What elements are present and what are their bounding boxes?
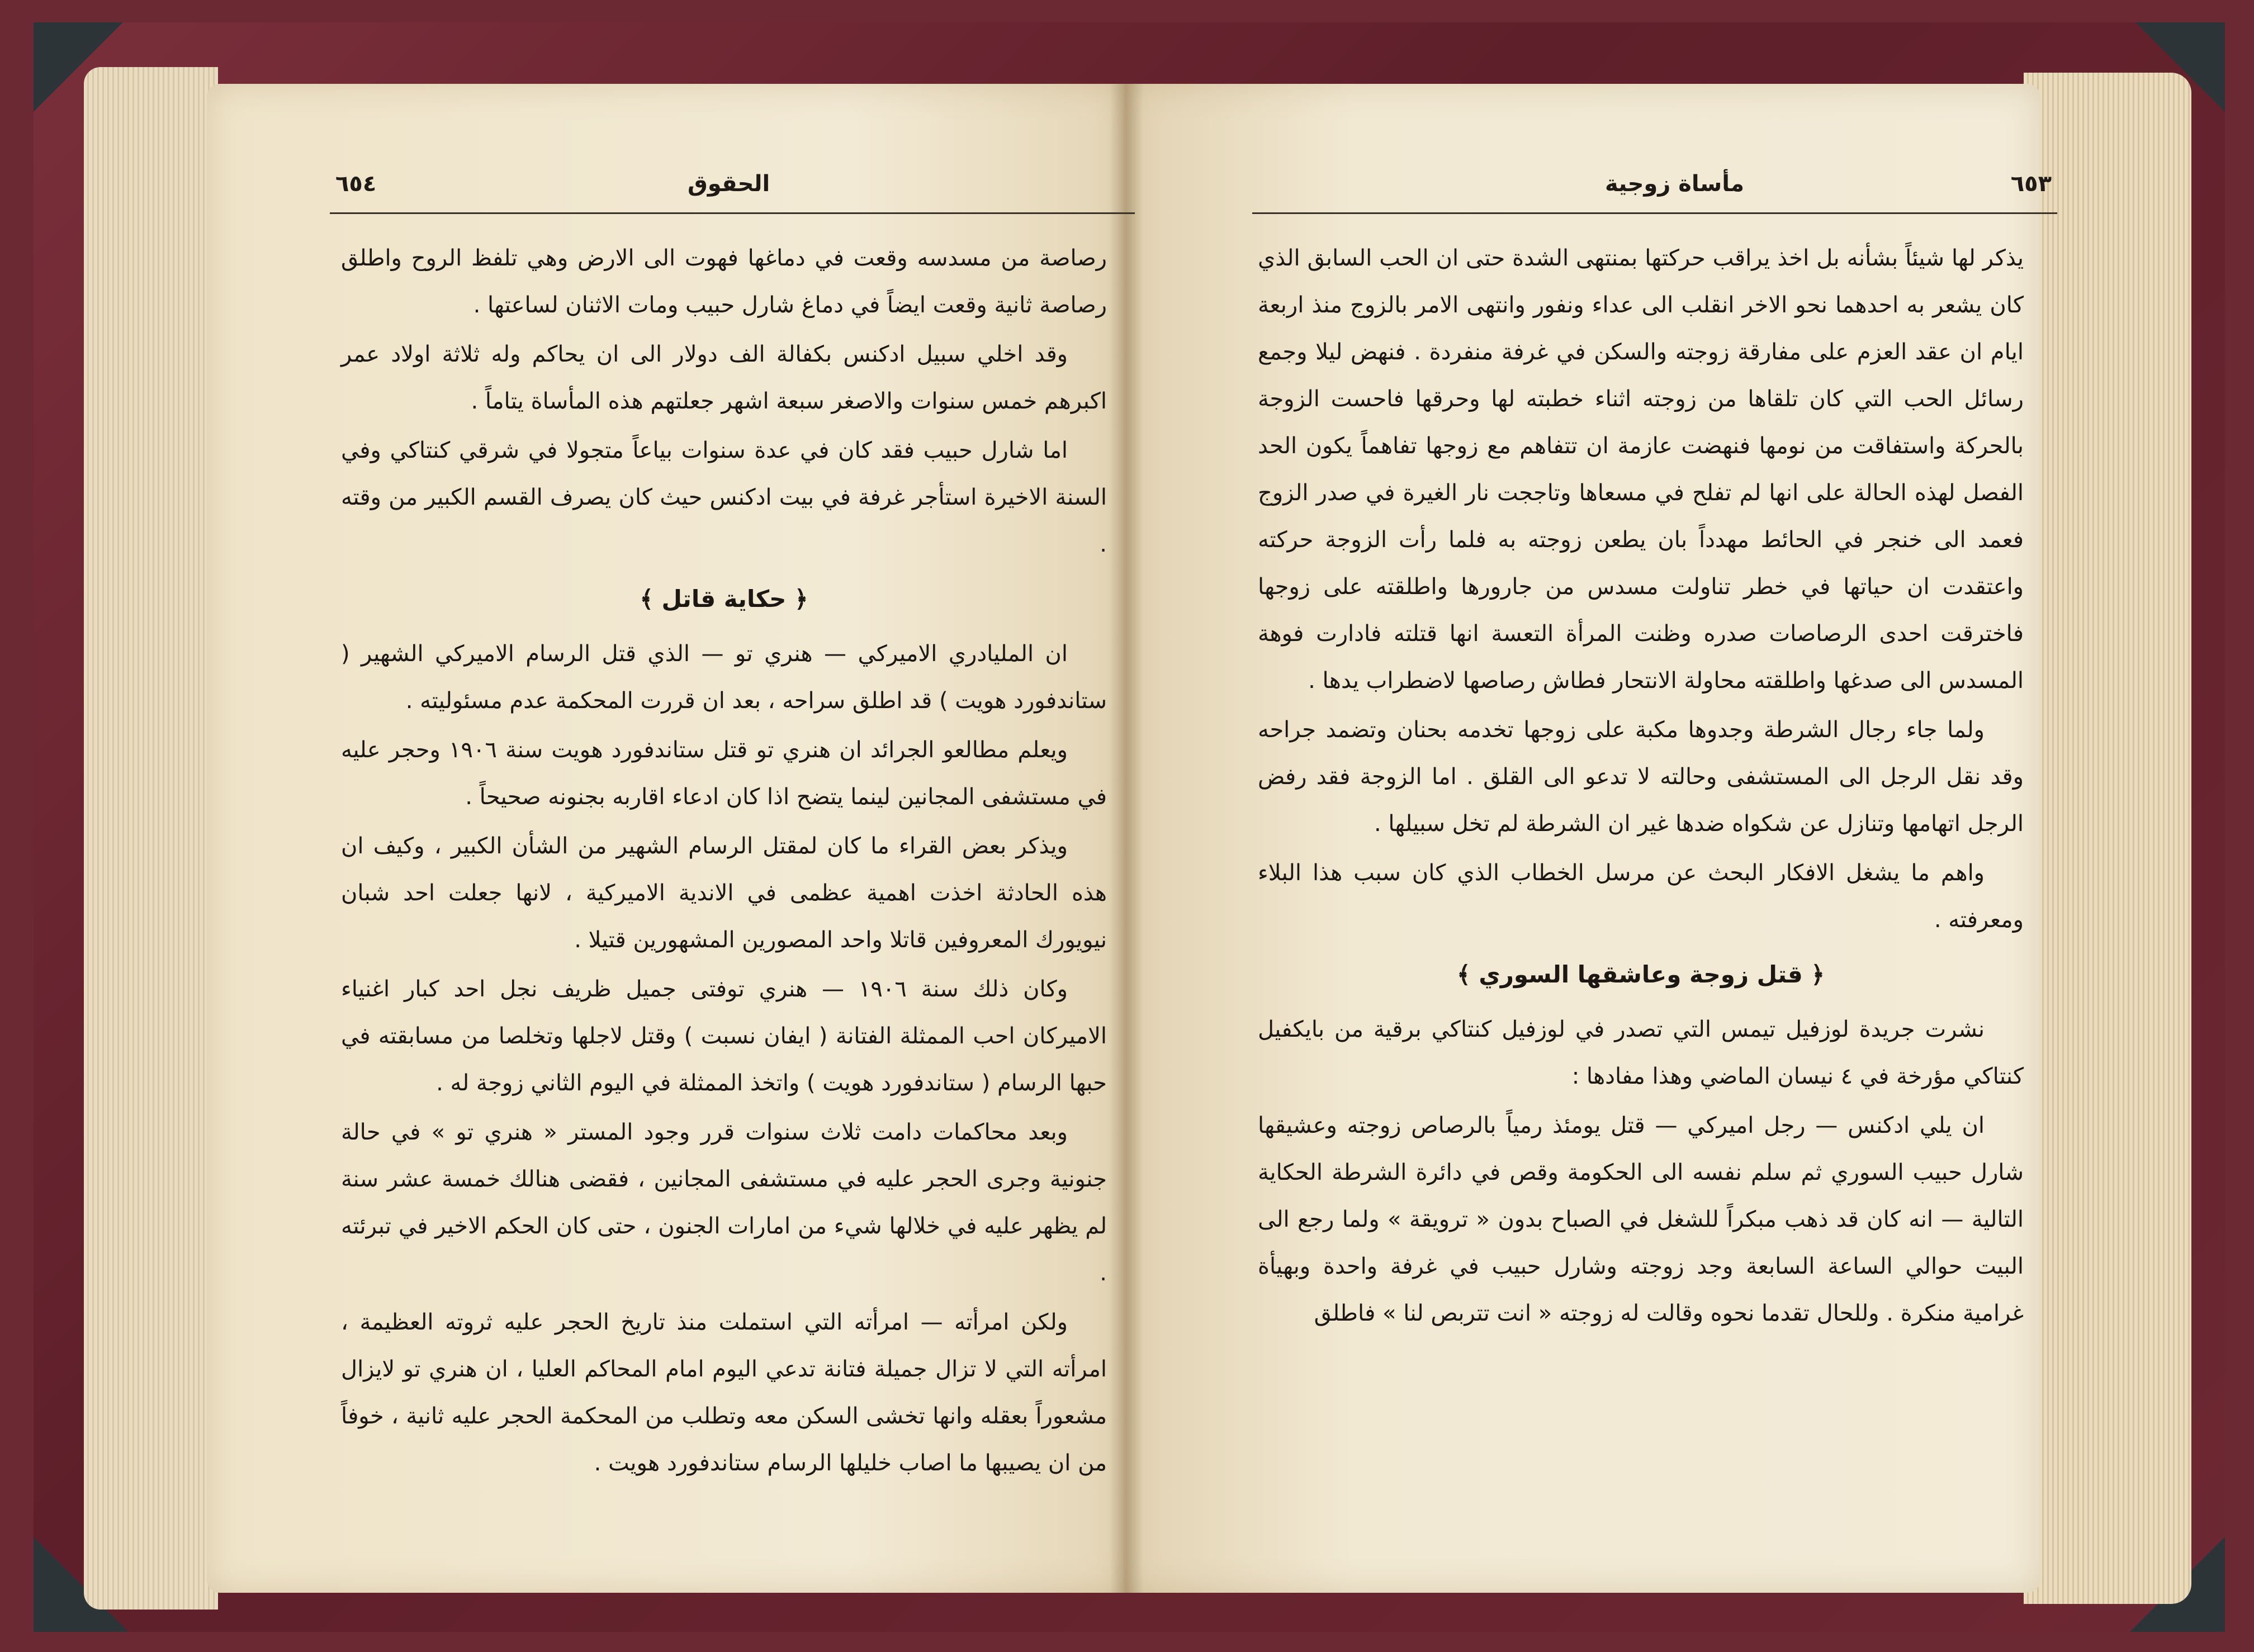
paragraph: ولكن امرأته — امرأته التي استملت منذ تاريخ الحجر عليه ثروته العظيمة ، امرأته التي لا تزال جميلة فتانة تدعي اليوم امام المحاكم العليا ، ان هنري تو لايزال مشعوراً بعقله وانها تخشى السكن معه وتطلب من المحكمة الحجر عليه ثانية ، خوفاً من ان يصيبها ما اصاب خليلها الرسام ستاندفورد هويت . (341, 1309, 1107, 1476)
paragraph: اما شارل حبيب فقد كان في عدة سنوات بياعاً متجولا في شرقي كنتاكي وفي السنة الاخيرة استأجر غرفة في بيت ادكنس حيث كان يصرف القسم الكبير من وقته . (341, 438, 1107, 557)
paragraph: وكان ذلك سنة ١٩٠٦ — هنري توفتى جميل ظريف نجل احد كبار اغنياء الاميركان احب الممثلة الفتانة ( ايفان نسبت ) وقتل لاجلها وتخلصا من مسابقته في حبها الرسام ( ستاندفورد هويت ) واتخذ الممثلة في اليوم الثاني زوجة له . (341, 976, 1107, 1096)
left-running-title: الحقوق (688, 171, 770, 197)
section-heading: ﴿ قتل زوجة وعاشقها السوري ﴾ (1457, 961, 1825, 988)
paragraph: ولما جاء رجال الشرطة وجدوها مكبة على زوجها تخدمه بحنان وتضمد جراحه وقد نقل الرجل الى المستشفى وحالته لا تدعو الى القلق . اما الزوجة فقد رفض الرجل اتهامها وتنازل عن شكواه ضدها غير ان الشرطة لم تخل سبيلها . (1258, 717, 2024, 837)
paragraph: ان المليادري الاميركي — هنري تو — الذي قتل الرسام الاميركي الشهير ( ستاندفورد هويت ) قد اطلق سراحه ، بعد ان قررت المحكمة عدم مسئوليته . (341, 641, 1107, 714)
page-edges-right (2024, 73, 2191, 1604)
paragraph: رصاصة من مسدسه وقعت في دماغها فهوت الى الارض وهي تلفظ الروح واطلق رصاصة ثانية وقعت ايضاً في دماغ شارل حبيب ومات الاثنان لساعتها . (341, 245, 1107, 318)
page-edges-left (84, 67, 218, 1610)
left-page-number: ٦٥٤ (335, 171, 377, 197)
section-heading: ﴿ حكاية قاتل ﴾ (640, 585, 808, 613)
left-text-column (341, 235, 1107, 1489)
left-running-header (330, 162, 1135, 214)
paragraph: ويذكر بعض القراء ما كان لمقتل الرسام الشهير من الشأن الكبير ، وكيف ان هذه الحادثة اخذت اهمية عظمى في الاندية الاميركية ، لانها جعلت احد شبان نيويورك المعروفين قاتلا واحد المصورين المشهورين قتيلا . (341, 833, 1107, 953)
right-page-number: ٦٥٣ (2010, 171, 2052, 197)
paragraph: واهم ما يشغل الافكار البحث عن مرسل الخطاب الذي كان سبب هذا البلاء ومعرفته . (1258, 860, 2024, 933)
paragraph: وبعد محاكمات دامت ثلاث سنوات قرر وجود المستر « هنري تو » في حالة جنونية وجرى الحجر عليه في مستشفى المجانين ، فقضى هنالك خمسة عشر سنة لم يظهر عليه في خلالها شيء من امارات الجنون ، حتى كان الحكم الاخير في تبرئته . (341, 1119, 1107, 1286)
paragraph: ان يلي ادكنس — رجل اميركي — قتل يومئذ رمياً بالرصاص زوجته وعشيقها شارل حبيب السوري ثم سلم نفسه الى الحكومة وقص في دائرة الشرطة الحكاية التالية — انه كان قد ذهب مبكراً للشغل في الصباح بدون « ترويقة » ولما رجع الى البيت حوالي الساعة السابعة وجد زوجته وشارل حبيب في غرفة واحدة وبهيأة غرامية منكرة . وللحال تقدما نحوه وقالت له زوجته « انت تتربص لنا » فاطلق (1258, 1113, 2024, 1326)
book-gutter (1110, 84, 1143, 1593)
right-text-column (1258, 235, 2024, 1339)
paragraph: ويعلم مطالعو الجرائد ان هنري تو قتل ستاندفورد هويت سنة ١٩٠٦ وحجر عليه في مستشفى المجانين لينما يتضح اذا كان ادعاء اقاربه بجنونه صحيحاً . (341, 737, 1107, 810)
paragraph: نشرت جريدة لوزفيل تيمس التي تصدر في لوزفيل كنتاكي برقية من بايكفيل كنتاكي مؤرخة في ٤ نيسان الماضي وهذا مفادها : (1258, 1017, 2024, 1089)
right-running-header (1252, 162, 2057, 214)
paragraph: وقد اخلي سبيل ادكنس بكفالة الف دولار الى ان يحاكم وله ثلاثة اولاد عمر اكبرهم خمس سنوات والاصغر سبعة اشهر جعلتهم هذه المأساة يتاماً . (341, 341, 1107, 414)
right-running-title: مأساة زوجية (1605, 171, 1744, 197)
paragraph: يذكر لها شيئاً بشأنه بل اخذ يراقب حركتها بمنتهى الشدة حتى ان الحب السابق الذي كان يشعر به احدهما نحو الاخر انقلب الى عداء ونفور وانتهى الامر بالزوج منذ اربعة ايام ان عقد العزم على مفارقة زوجته والسكن في غرفة منفردة . فنهض ليلا وجمع رسائل الحب التي كان تلقاها من زوجته اثناء خطبته لها وحرقها فاحست الزوجة بالحركة واستفاقت من نومها فنهضت عازمة ان تتفاهم مع زوجها تفاهماً يكون الحد الفصل لهذه الحالة على انها لم تفلح في مسعاها وتاججت نار الغيرة في صدر الزوج فعمد الى خنجر في الحائط مهدداً بان يطعن زوجته به فلما رأت الزوجة حركته واعتقدت ان حياتها في خطر تناولت مسدس من جارورها واطلقته على زوجها فاخترقت احدى الرصاصات صدره وظنت المرأة التعسة انها قتلته فادارت فوهة المسدس الى صدغها واطلقته محاولة الانتحار فطاش رصاصها لاضطراب يدها . (1258, 245, 2024, 694)
